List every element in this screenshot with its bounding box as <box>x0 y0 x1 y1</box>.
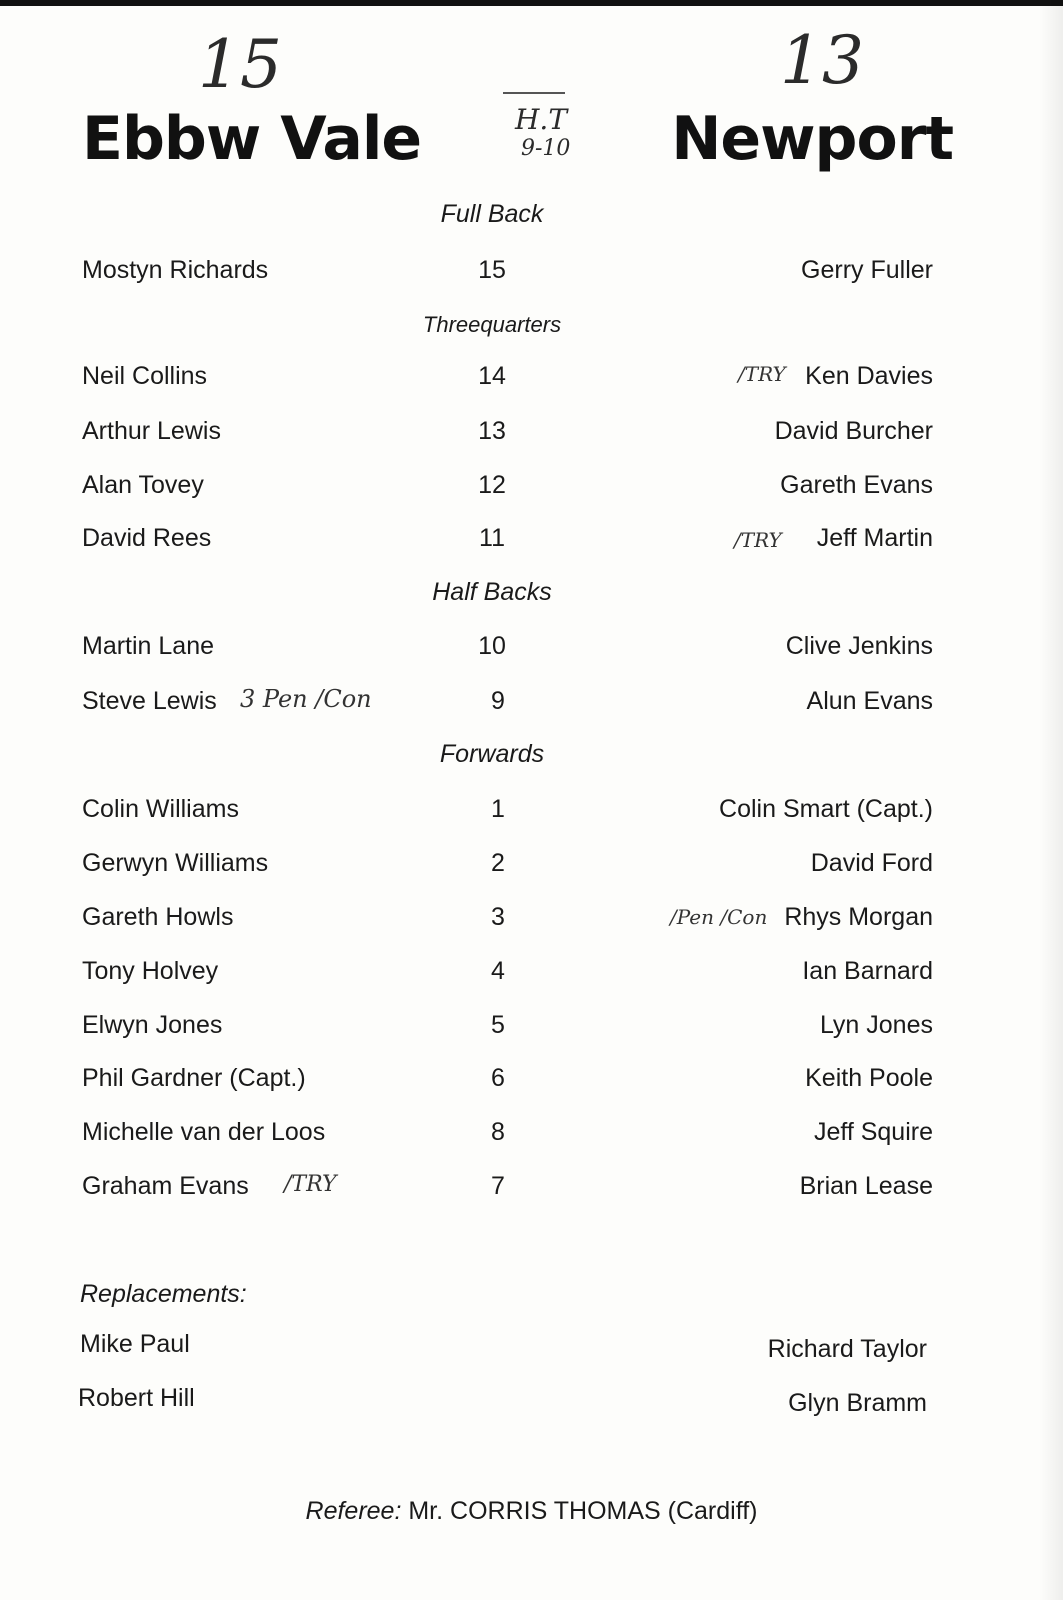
away-player: David Ford <box>810 849 933 877</box>
section-threequarters: Threequarters <box>422 312 562 337</box>
player-row <box>0 524 1063 558</box>
home-player: Alan Tovey <box>82 471 204 499</box>
player-row <box>0 687 1063 721</box>
away-replacement: Richard Taylor <box>767 1335 927 1363</box>
player-row <box>0 471 1063 505</box>
home-player: Gerwyn Williams <box>82 849 269 877</box>
player-row <box>0 1011 1063 1045</box>
position-number: 13 <box>478 417 506 445</box>
referee-label: Referee: <box>305 1497 402 1525</box>
away-score-handwritten: 13 <box>780 22 864 99</box>
half-time-note <box>515 103 571 161</box>
referee-name: Mr. CORRIS THOMAS (Cardiff) <box>408 1497 758 1525</box>
player-row <box>0 1118 1063 1152</box>
away-player: Colin Smart (Capt.) <box>719 795 933 823</box>
position-number: 10 <box>478 632 506 660</box>
away-player: Rhys Morgan <box>784 903 933 931</box>
player-row <box>0 362 1063 396</box>
position-number: 5 <box>491 1011 505 1039</box>
home-score-handwritten: 15 <box>198 26 282 103</box>
player-row <box>0 1172 1063 1206</box>
home-team-title: Ebbw Vale <box>82 104 422 174</box>
home-player: Gareth Howls <box>82 903 234 931</box>
away-player: Clive Jenkins <box>785 632 933 660</box>
position-number: 8 <box>491 1118 505 1146</box>
home-player: Arthur Lewis <box>82 417 221 445</box>
position-number: 1 <box>491 795 505 823</box>
position-number: 9 <box>491 687 505 715</box>
away-team-title: Newport <box>671 104 953 174</box>
away-player: Jeff Martin <box>816 524 933 552</box>
position-number: 12 <box>478 471 506 499</box>
half-time-score: 9-10 <box>521 136 571 161</box>
home-player: Mostyn Richards <box>82 256 269 284</box>
handwritten-score-note: 3 Pen /Con <box>240 685 372 713</box>
position-number: 2 <box>491 849 505 877</box>
home-player: David Rees <box>82 524 212 552</box>
home-replacement: Robert Hill <box>78 1384 195 1412</box>
replacements-heading: Replacements: <box>80 1280 247 1308</box>
position-number: 7 <box>491 1172 505 1200</box>
home-replacement: Mike Paul <box>80 1330 190 1358</box>
handwritten-score-note: /TRY <box>284 1172 337 1197</box>
position-number: 11 <box>479 524 505 552</box>
section-full-back: Full Back <box>440 200 544 228</box>
position-number: 3 <box>491 903 505 931</box>
player-row <box>0 256 1063 290</box>
referee-line <box>0 1497 1063 1526</box>
handwritten-score-note: /TRY <box>734 528 782 552</box>
away-player: David Burcher <box>774 417 933 445</box>
home-player: Elwyn Jones <box>82 1011 223 1039</box>
half-time-dash <box>503 92 565 94</box>
away-player: Lyn Jones <box>819 1011 933 1039</box>
away-replacement: Glyn Bramm <box>788 1389 927 1417</box>
home-player: Colin Williams <box>82 795 239 823</box>
section-half-backs: Half Backs <box>432 578 552 606</box>
handwritten-score-note: /TRY <box>738 362 786 386</box>
position-number: 4 <box>491 957 505 985</box>
home-player: Graham Evans <box>82 1172 249 1200</box>
handwritten-score-note: /Pen /Con <box>670 905 768 929</box>
player-row <box>0 903 1063 937</box>
home-player: Phil Gardner (Capt.) <box>82 1064 306 1092</box>
position-number: 15 <box>478 256 506 284</box>
away-player: Brian Lease <box>799 1172 933 1200</box>
player-row <box>0 957 1063 991</box>
away-player: Jeff Squire <box>813 1118 933 1146</box>
player-row <box>0 1064 1063 1098</box>
away-player: Gerry Fuller <box>801 256 933 284</box>
position-number: 6 <box>491 1064 505 1092</box>
away-player: Gareth Evans <box>780 471 933 499</box>
away-player: Keith Poole <box>805 1064 933 1092</box>
home-player: Steve Lewis <box>82 687 217 715</box>
home-player: Martin Lane <box>82 632 215 660</box>
player-row <box>0 795 1063 829</box>
position-number: 14 <box>478 362 506 390</box>
player-row <box>0 849 1063 883</box>
section-forwards: Forwards <box>439 740 545 768</box>
away-player: Ken Davies <box>805 362 933 390</box>
away-player: Ian Barnard <box>802 957 933 985</box>
top-border <box>0 0 1063 6</box>
half-time-label: H.T <box>515 103 567 136</box>
home-player: Michelle van der Loos <box>82 1118 326 1146</box>
away-player: Alun Evans <box>806 687 933 715</box>
home-player: Neil Collins <box>82 362 208 390</box>
player-row <box>0 632 1063 666</box>
home-player: Tony Holvey <box>82 957 219 985</box>
player-row <box>0 417 1063 451</box>
